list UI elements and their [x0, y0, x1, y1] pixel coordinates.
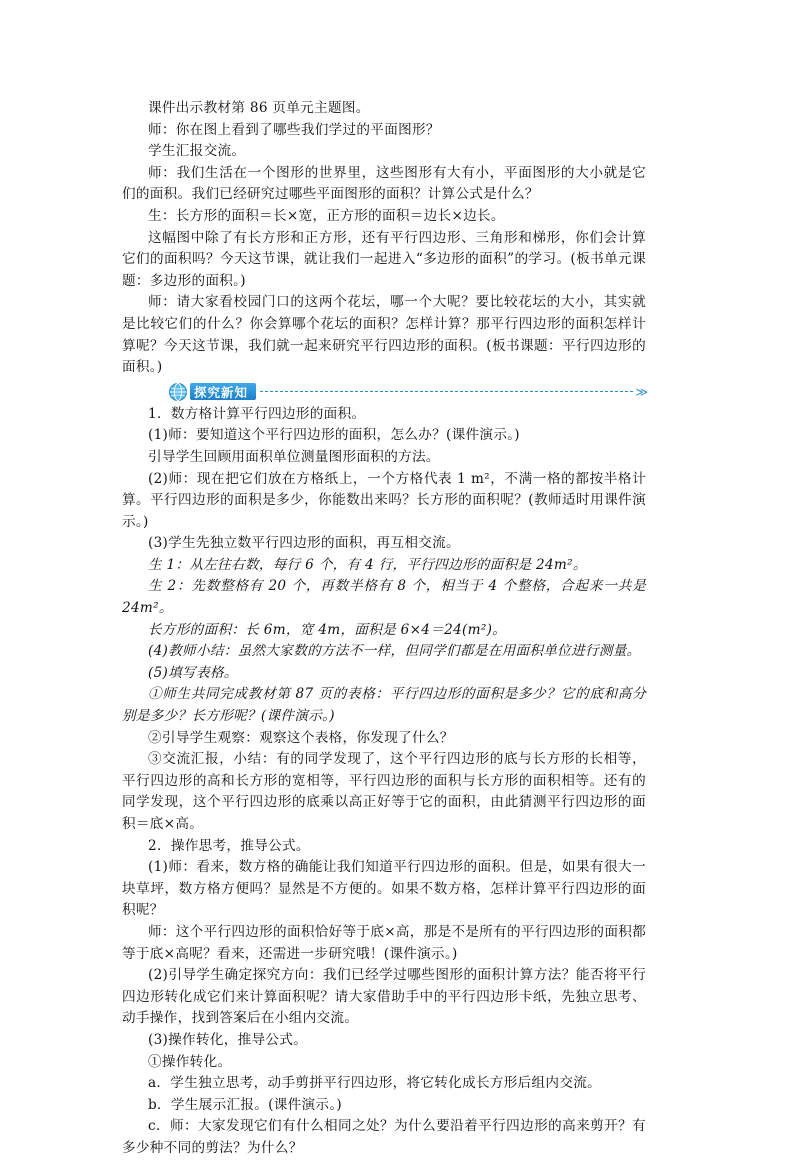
- paragraph: 生 2：先数整格有 20 个，再数半格有 8 个，相当于 4 个整格，合起来一共是 24m²。: [122, 578, 646, 617]
- paragraph: (3)学生先独立数平行四边形的面积，再互相交流。: [148, 535, 460, 552]
- paragraph: ②引导学生观察：观察这个表格，你发现了什么？: [148, 729, 454, 746]
- double-chevron-right-icon: ≫: [635, 384, 646, 399]
- paragraph: 师：我们生活在一个图形的世界里，这些图形有大有小，平面图形的大小就是它们的面积。我们已经研究过哪些平面图形的面积？计算公式是什么？: [122, 164, 646, 203]
- paragraph: (1)师：要知道这个平行四边形的面积，怎么办？(课件演示。): [148, 427, 520, 444]
- section-banner: [174, 382, 646, 402]
- document-body: [122, 98, 646, 1160]
- paragraph: ③交流汇报，小结：有的同学发现了，这个平行四边形的底与长方形的长相等，平行四边形的高和长方形的宽相等，平行四边形的面积与长方形的面积相等。还有的同学发现，这个平行四边形的底乘以高正好等于它的面积，由此猜测平行四边形的面积＝底×高。: [122, 751, 646, 832]
- paragraph: 师：请大家看校园门口的这两个花坛，哪一个大呢？要比较花坛的大小，其实就是比较它们的什么？你会算哪个花坛的面积？怎样计算？那平行四边形的面积怎样计算呢？今天这节课，我们就一起来研究平行四边形的面积。(板书课题：平行四边形的面积。): [122, 294, 646, 376]
- intro-section: [122, 98, 646, 379]
- paragraph: 长方形的面积：长 6m，宽 4m，面积是 6×4＝24(m²)。: [148, 621, 507, 638]
- paragraph: ①操作转化。: [148, 1053, 232, 1070]
- paragraph: c．师：大家发现它们有什么相同之处？为什么要沿着平行四边形的高来剪开？有多少种不同的剪法？为什么？: [122, 1118, 646, 1156]
- paragraph: (5)填写表格。: [148, 664, 238, 681]
- paragraph: a．学生独立思考，动手剪拼平行四边形，将它转化成长方形后组内交流。: [148, 1075, 602, 1092]
- globe-icon: [168, 382, 188, 402]
- paragraph: (2)师：现在把它们放在方格纸上，一个方格代表 1 m²，不满一格的都按半格计算。平行四边形的面积是多少，你能数出来吗？长方形的面积呢？(教师适时用课件演示。): [122, 470, 646, 530]
- paragraph: 1．数方格计算平行四边形的面积。: [148, 405, 366, 422]
- section-banner-divider: [260, 391, 633, 392]
- paragraph: (4)教师小结：虽然大家数的方法不一样，但同学们都是在用面积单位进行测量。: [148, 643, 641, 660]
- section-banner-label: 探究新知: [190, 383, 256, 400]
- paragraph: 课件出示教材第 86 页单元主题图。: [148, 100, 370, 116]
- paragraph: (2)引导学生确定探究方向：我们已经学过哪些图形的面积计算方法？能否将平行四边形转化成它们来计算面积呢？请大家借助手中的平行四边形卡纸，先独立思考、动手操作，找到答案后在小组内交流。: [122, 967, 646, 1027]
- paragraph: 生 1：从左往右数，每行 6 个，有 4 行，平行四边形的面积是 24m²。: [148, 556, 587, 573]
- paragraph: 师：这个平行四边形的面积恰好等于底×高，那是不是所有的平行四边形的面积都等于底×高呢？看来，还需进一步研究哦！(课件演示。): [122, 923, 646, 962]
- paragraph: 引导学生回顾用面积单位测量图形面积的方法。: [148, 448, 440, 465]
- paragraph: 师：你在图上看到了哪些我们学过的平面图形？: [148, 121, 440, 138]
- paragraph: ①师生共同完成教材第 87 页的表格：平行四边形的面积是多少？它的底和高分别是多少？长方形呢？(课件演示。): [122, 686, 646, 725]
- paragraph: 生：长方形的面积＝长×宽，正方形的面积＝边长×边长。: [148, 207, 505, 224]
- paragraph: 这幅图中除了有长方形和正方形，还有平行四边形、三角形和梯形，你们会计算它们的面积吗？今天这节课，就让我们一起进入“多边形的面积”的学习。(板书单元课题：多边形的面积。): [122, 229, 646, 289]
- explore-section: [122, 404, 646, 1160]
- paragraph: (1)师：看来，数方格的确能让我们知道平行四边形的面积。但是，如果有很大一块草坪，数方格方便吗？显然是不方便的。如果不数方格，怎样计算平行四边形的面积呢？: [122, 859, 646, 919]
- paragraph: b．学生展示汇报。(课件演示。): [148, 1096, 343, 1113]
- paragraph: 2．操作思考，推导公式。: [148, 837, 310, 854]
- paragraph: 学生汇报交流。: [148, 143, 246, 160]
- paragraph: (3)操作转化，推导公式。: [148, 1031, 308, 1048]
